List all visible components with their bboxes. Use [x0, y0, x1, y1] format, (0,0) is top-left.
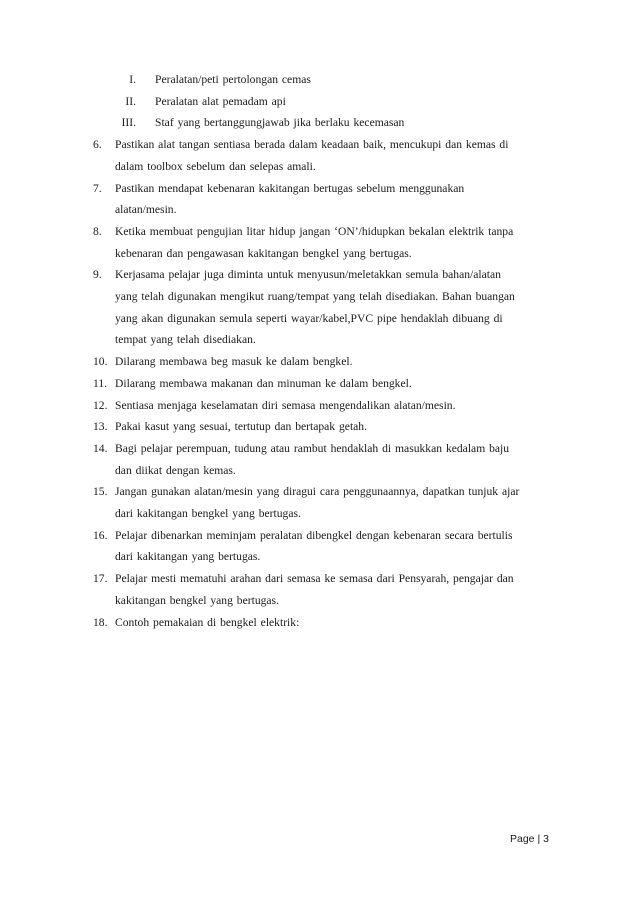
list-item-line: Contoh pemakaian di bengkel elektrik:: [115, 615, 300, 629]
list-item-line: Jangan gunakan alatan/mesin yang diragui cara penggunaannya, dapatkan tunjuk ajar: [115, 485, 520, 499]
list-item-line: kakitangan bengkel yang bertugas.: [115, 593, 279, 607]
list-item-number: 16.: [93, 528, 108, 542]
list-item-line: dalam toolbox sebelum dan selepas amali.: [115, 159, 316, 173]
list-item-number: 11.: [93, 376, 108, 390]
list-item-number: 7.: [93, 181, 102, 195]
list-item-number: 15.: [93, 485, 108, 499]
list-item-number: 17.: [93, 572, 108, 586]
list-item-number: 10.: [93, 355, 108, 369]
list-item-line: dari kakitangan yang bertugas.: [115, 550, 261, 564]
list-item-number: 14.: [93, 441, 108, 455]
list-item-line: Sentiasa menjaga keselamatan diri semasa mengendalikan alatan/mesin.: [115, 398, 456, 412]
sub-item-numeral: II.: [125, 94, 136, 108]
list-item-number: 13.: [93, 420, 108, 434]
list-item-line: Ketika membuat pengujian litar hidup jangan ‘ON’/hidupkan bekalan elektrik tanpa: [115, 224, 514, 238]
list-item-line: alatan/mesin.: [115, 203, 177, 217]
sub-item-numeral: I.: [129, 73, 136, 86]
list-item-number: 6.: [93, 138, 102, 152]
list-item-line: Bagi pelajar perempuan, tudung atau rambut hendaklah di masukkan kedalam baju: [115, 441, 510, 455]
list-item-line: Pastikan alat tangan sentiasa berada dalam keadaan baik, mencukupi dan kemas di: [115, 138, 509, 152]
sub-item-numeral: III.: [121, 116, 136, 130]
list-item-line: dan diikat dengan kemas.: [115, 463, 236, 477]
list-item-line: yang telah digunakan mengikut ruang/tempat yang telah disediakan. Bahan buangan: [115, 290, 515, 303]
list-item-line: Dilarang membawa makanan dan minuman ke dalam bengkel.: [115, 376, 412, 390]
list-item-number: 9.: [93, 268, 102, 282]
list-item-line: Kerjasama pelajar juga diminta untuk menyusun/meletakkan semula bahan/alatan: [115, 268, 501, 282]
list-item-line: kebenaran dan pengawasan kakitangan bengkel yang bertugas.: [115, 246, 412, 260]
sub-item-text: Peralatan/peti pertolongan cemas: [155, 73, 311, 86]
list-item-number: 8.: [93, 224, 102, 238]
list-item-line: Pastikan mendapat kebenaran kakitangan bertugas sebelum menggunakan: [115, 181, 465, 195]
page-number: Page | 3: [510, 833, 549, 845]
list-item-line: Pelajar mesti mematuhi arahan dari semasa ke semasa dari Pensyarah, pengajar dan: [115, 572, 514, 586]
list-item-line: tempat yang telah disediakan.: [115, 333, 256, 347]
sub-item-text: Staf yang bertanggungjawab jika berlaku kecemasan: [155, 116, 405, 130]
list-item-line: Pakai kasut yang sesuai, tertutup dan bertapak getah.: [115, 420, 368, 434]
list-item-line: Pelajar dibenarkan meminjam peralatan dibengkel dengan kebenaran secara bertulis: [115, 528, 513, 542]
list-item-number: 18.: [93, 615, 108, 629]
list-item-line: Dilarang membawa beg masuk ke dalam bengkel.: [115, 355, 353, 369]
list-item-number: 12.: [93, 398, 108, 412]
sub-item-text: Peralatan alat pemadam api: [155, 94, 286, 108]
list-item-line: yang akan digunakan semula seperti wayar/kabel,PVC pipe hendaklah dibuang di: [115, 311, 503, 325]
list-item-line: dari kakitangan bengkel yang bertugas.: [115, 507, 301, 520]
